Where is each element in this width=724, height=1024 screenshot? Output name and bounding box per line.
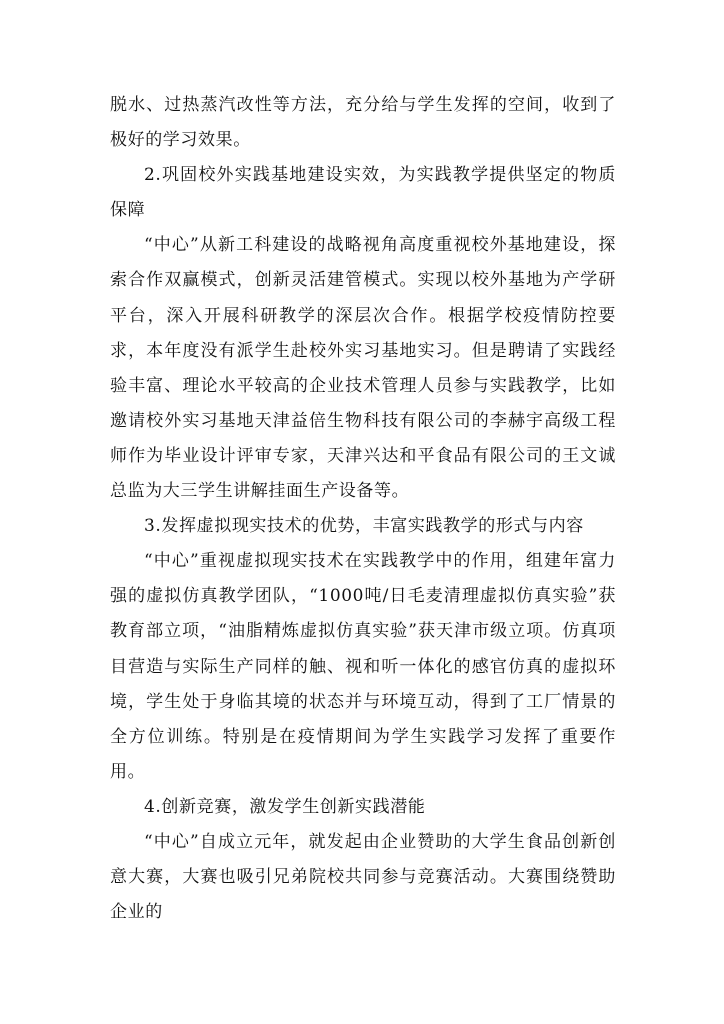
- paragraph-1: 脱水、过热蒸汽改性等方法，充分给与学生发挥的空间，收到了极好的学习效果。: [110, 95, 616, 151]
- section-heading-3: 3.发挥虚拟现实技术的优势，丰富实践教学的形式与内容: [144, 516, 584, 537]
- paragraph-2: “中心”从新工科建设的战略视角高度重视校外基地建设，探索合作双赢模式，创新灵活建管模式。实现以校外基地为产学研平台，深入开展科研教学的深层次合作。根据学校疫情防控要求，本年度没有派学生赴校外实习基地实习。但是聘请了实践经验丰富、理论水平较高的企业技术管理人员参与实践教学，比如邀请校外实习基地天津益倍生物科技有限公司的李赫宇高级工程师作为毕业设计评审专家，天津兴达和平食品有限公司的王文诚总监为大三学生讲解挂面生产设备等。: [110, 235, 616, 502]
- paragraph-4: “中心”自成立元年，就发起由企业赞助的大学生食品创新创意大赛，大赛也吸引兄弟院校共同参与竞赛活动。大赛围绕赞助企业的: [110, 831, 616, 923]
- section-heading-4: 4.创新竞赛，激发学生创新实践潜能: [144, 796, 426, 817]
- document-page: [110, 88, 616, 930]
- paragraph-3: “中心”重视虚拟现实技术在实践教学中的作用，组建年富力强的虚拟仿真教学团队，“1000吨/日毛麦清理虚拟仿真实验”获教育部立项，“油脂精炼虚拟仿真实验”获天津市级立项。仿真项目营造与实际生产同样的触、视和听一体化的感官仿真的虚拟环境，学生处于身临其境的状态并与环境互动，得到了工厂情景的全方位训练。特别是在疫情期间为学生实践学习发挥了重要作用。: [110, 551, 616, 782]
- section-heading-2: 2.巩固校外实践基地建设实效，为实践教学提供坚定的物质保障: [110, 165, 616, 221]
